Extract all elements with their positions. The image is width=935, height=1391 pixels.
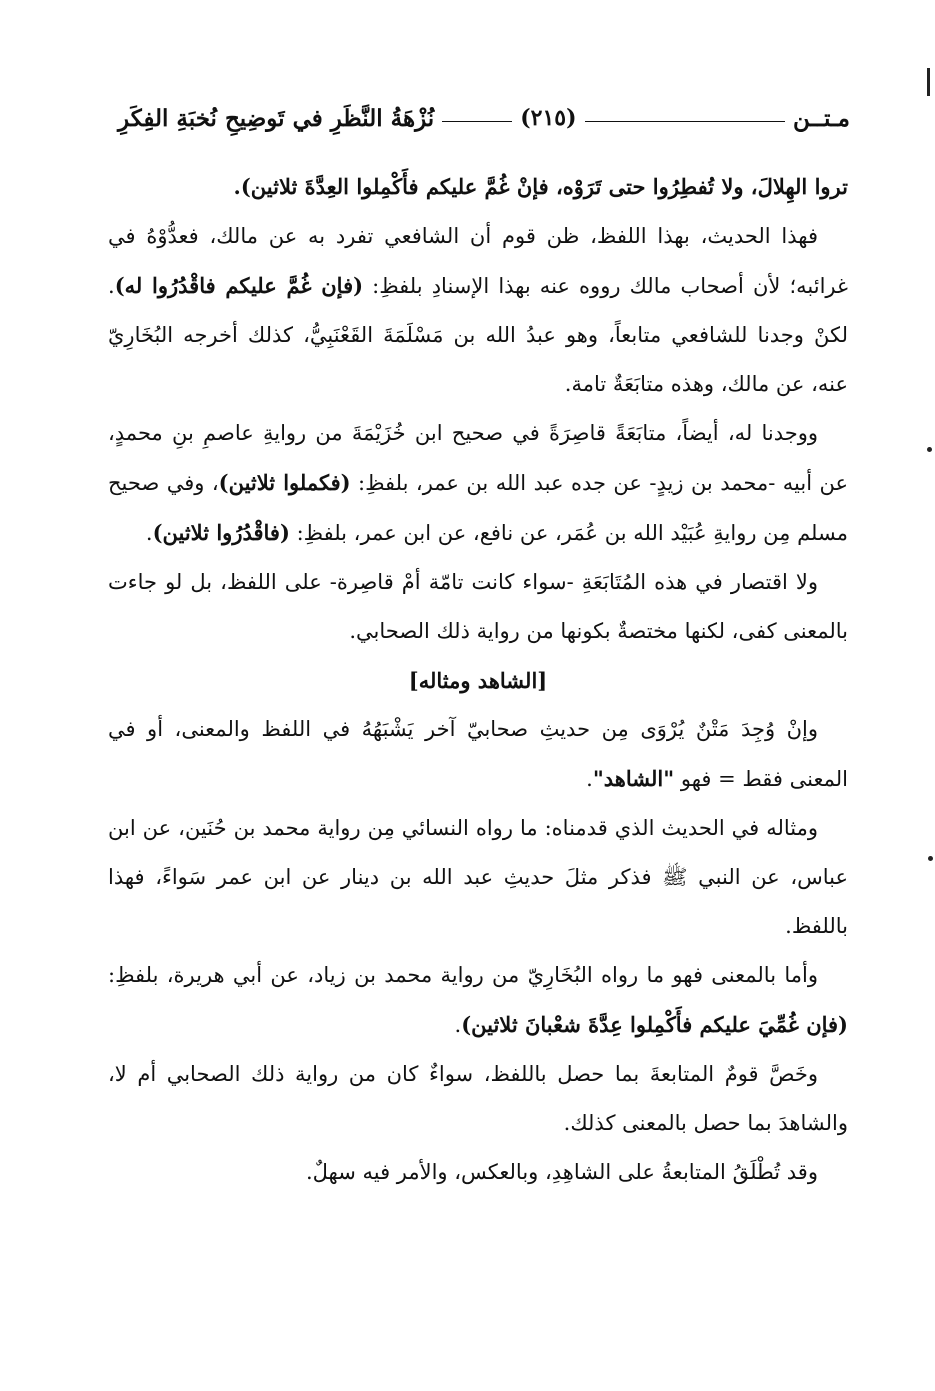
paragraph bbox=[108, 1050, 848, 1148]
header-rule bbox=[585, 121, 786, 122]
text-run: ومثاله في الحديث الذي قدمناه: ما رواه النسائي مِن رواية محمد بن حُنَين، عن ابن عباس، عن النبي ﷺ فذكر مثلَ حديثِ عبد الله بن دينار عن ابن عمر سَواءً، فهذا باللفظ. bbox=[108, 816, 848, 938]
running-header bbox=[118, 96, 850, 140]
header-rule-short bbox=[442, 121, 512, 122]
text-run: ولا اقتصار في هذه المُتَابَعَةِ -سواء كانت تامّة أمْ قاصِرة- على اللفظ، بل لو جاءت بالمعنى كفى، لكنها مختصةٌ بكونها من رواية ذلك الصحابي. bbox=[108, 570, 848, 643]
text-run: فهذا الحديث، بهذا اللفظ، ظن قوم أن الشافعي تفرد به عن مالك، فعدُّوْهُ في غرائبه؛ لأن أصحاب مالك رووه عنه بهذا الإسنادِ بلفظِ: bbox=[108, 224, 848, 298]
header-left-label: مـتــن bbox=[793, 104, 850, 132]
bold-run: [الشاهد ومثاله] bbox=[408, 668, 548, 693]
paragraph bbox=[108, 558, 848, 656]
text-run: وخَصَّ قومٌ المتابعةَ بما حصل باللفظ، سواءٌ كان من رواية ذلك الصحابي أم لا، والشاهدَ بما حصل بالمعنى كذلك. bbox=[108, 1062, 848, 1135]
section-heading bbox=[108, 656, 848, 705]
paragraph bbox=[108, 951, 848, 1050]
margin-dot bbox=[927, 447, 932, 452]
paragraph bbox=[108, 212, 848, 409]
bold-run: تروا الهِلالَ، ولا تُفطِرُوا حتى تَرَوْه، فإنْ غُمَّ عليكم فأَكْمِلوا العِدَّةَ ثلاثين). bbox=[233, 174, 848, 199]
body-text bbox=[108, 162, 848, 1197]
text-run: وقد تُطْلَقُ المتابعةُ على الشاهِدِ، وبالعكس، والأمر فيه سهلٌ. bbox=[305, 1160, 818, 1184]
paragraph bbox=[108, 705, 848, 804]
text-run: . bbox=[454, 1013, 462, 1037]
bold-run: "الشاهد" bbox=[592, 766, 675, 791]
text-run: وأما بالمعنى فهو ما رواه البُخَارِيّ من رواية محمد بن زياد، عن أبي هريرة، بلفظِ: bbox=[108, 963, 818, 987]
page-number: (٢١٥) bbox=[520, 105, 577, 131]
paragraph bbox=[108, 162, 848, 212]
paragraph bbox=[108, 1148, 848, 1197]
bold-run: (فإن غُمَّ عليكم فاقْدُرُوا له) bbox=[114, 273, 364, 298]
text-run: . لكنْ وجدنا للشافعي متابعاً، وهو عبدُ الله بن مَسْلَمَةَ القَعْنَبِيُّ، كذلك أخرجه البُخَارِيّ عنه، عن مالك، وهذه متابَعَةٌ تامة. bbox=[108, 274, 848, 396]
paragraph bbox=[108, 409, 848, 558]
text-run: ووجدنا له، أيضاً، متابَعَةً قاصِرَةً في صحيح ابن خُزَيْمَةَ من روايةِ عاصمِ بنِ محمدٍ، عن أبيه -محمد بن زيدٍ- عن جده عبد الله بن عمر، بلفظِ: bbox=[108, 421, 848, 495]
bold-run: (فاقْدُرُوا ثلاثين) bbox=[152, 520, 290, 545]
bold-run: (فكملوا ثلاثين) bbox=[218, 470, 351, 495]
bold-run: (فإن غُمِّيَ عليكم فأَكْمِلوا عِدَّةَ شعْبانَ ثلاثين) bbox=[461, 1012, 848, 1037]
paragraph bbox=[108, 804, 848, 951]
book-title: نُزْهَةُ النَّظَرِ في تَوضِيحِ نُخبَةِ الفِكَرِ bbox=[118, 104, 435, 132]
margin-dot bbox=[928, 856, 933, 861]
text-run: ، وفي صحيح مسلم مِن روايةِ عُبَيْد الله بن عُمَر، عن نافع، عن ابن عمر، بلفظِ: bbox=[108, 471, 848, 545]
text-run: . bbox=[145, 521, 153, 545]
text-run: . bbox=[586, 767, 593, 791]
text-run: وإنْ وُجِدَ مَتْنٌ يُرْوَى مِن حديثِ صحابيّ آخر يَشْبَهُهُ في اللفظ والمعنى، أو في المعنى فقط = فهو bbox=[108, 717, 848, 791]
margin-mark bbox=[927, 68, 930, 96]
